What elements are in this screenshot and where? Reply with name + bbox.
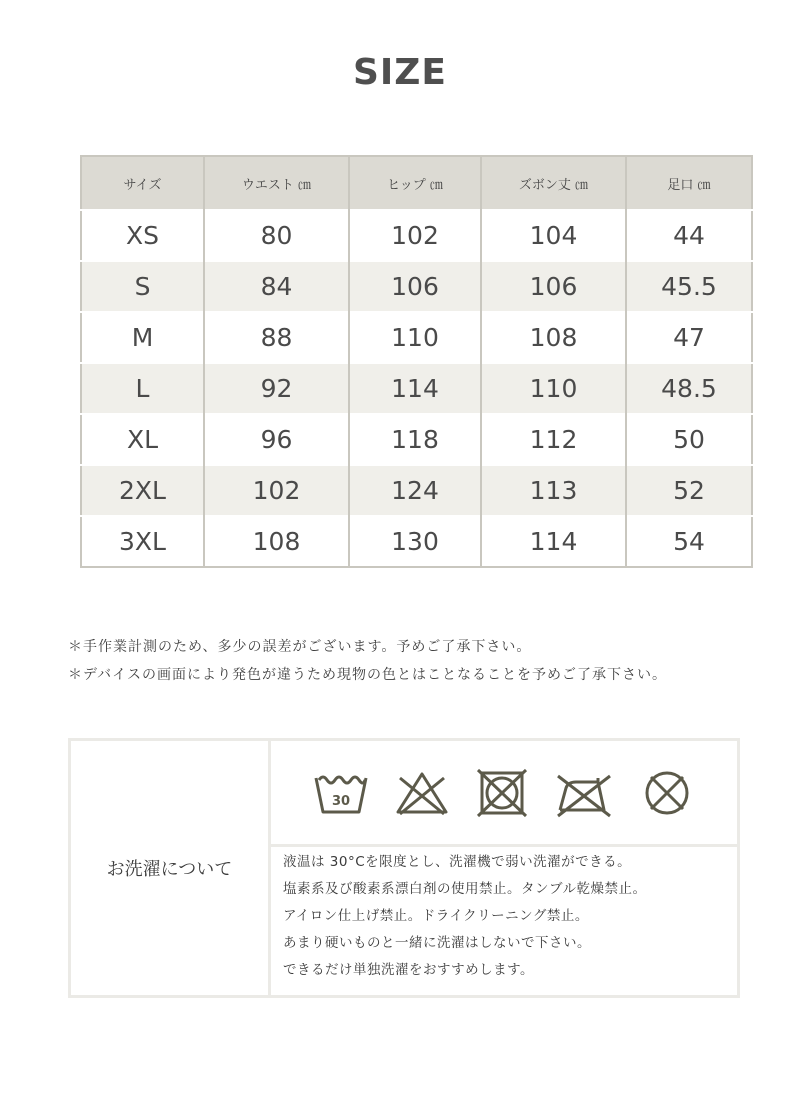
table-row (81, 363, 752, 414)
table-row (81, 261, 752, 312)
header-waist: ウエスト ㎝ (204, 156, 349, 210)
table-cell: 50 (626, 414, 752, 465)
table-cell: 52 (626, 465, 752, 516)
table-cell: 88 (204, 312, 349, 363)
table-cell: 3XL (81, 516, 204, 567)
table-cell: 54 (626, 516, 752, 567)
table-cell: 80 (204, 210, 349, 261)
table-cell: 48.5 (626, 363, 752, 414)
care-panel (68, 738, 740, 998)
header-size: サイズ (81, 156, 204, 210)
care-line: できるだけ単独洗濯をおすすめします。 (283, 962, 535, 978)
table-row (81, 312, 752, 363)
header-hip: ヒップ ㎝ (349, 156, 481, 210)
table-cell: 45.5 (626, 261, 752, 312)
table-cell: 102 (204, 465, 349, 516)
table-cell: 106 (349, 261, 481, 312)
note-color: ＊デバイスの画面により発色が違うため現物の色とはことなることを予めご了承下さい。 (68, 667, 668, 683)
note-measurement: ＊手作業計測のため、多少の誤差がございます。予めご了承下さい。 (68, 639, 532, 655)
care-line: あまり硬いものと一緒に洗濯はしないで下さい。 (283, 935, 591, 951)
size-table (80, 155, 753, 568)
table-row (81, 465, 752, 516)
no-tumble-dry-icon (474, 768, 530, 818)
table-row (81, 414, 752, 465)
table-cell: 113 (481, 465, 626, 516)
table-cell: 108 (481, 312, 626, 363)
table-cell: M (81, 312, 204, 363)
page-title: SIZE (352, 52, 448, 93)
table-row (81, 210, 752, 261)
table-cell: 130 (349, 516, 481, 567)
header-hem: 足口 ㎝ (626, 156, 752, 210)
table-cell: 106 (481, 261, 626, 312)
care-instructions (283, 849, 729, 984)
table-cell: 124 (349, 465, 481, 516)
table-cell: 102 (349, 210, 481, 261)
table-cell: XS (81, 210, 204, 261)
wash-temp-label: 30 (332, 793, 351, 809)
table-cell: 112 (481, 414, 626, 465)
table-cell: 118 (349, 414, 481, 465)
table-cell: 104 (481, 210, 626, 261)
no-iron-icon (554, 768, 614, 818)
table-cell: XL (81, 414, 204, 465)
table-cell: 84 (204, 261, 349, 312)
table-cell: 114 (349, 363, 481, 414)
care-icons (271, 741, 737, 847)
table-cell: 110 (349, 312, 481, 363)
care-label: お洗濯について (71, 741, 271, 995)
table-cell: 96 (204, 414, 349, 465)
table-row (81, 516, 752, 567)
table-cell: 108 (204, 516, 349, 567)
table-cell: S (81, 261, 204, 312)
no-bleach-icon (394, 768, 450, 818)
table-cell: 2XL (81, 465, 204, 516)
care-line: アイロン仕上げ禁止。ドライクリーニング禁止。 (283, 908, 589, 924)
table-cell: 92 (204, 363, 349, 414)
table-cell: 110 (481, 363, 626, 414)
table-cell: 114 (481, 516, 626, 567)
table-cell: 47 (626, 312, 752, 363)
header-length: ズボン丈 ㎝ (481, 156, 626, 210)
wash-30-icon (313, 768, 369, 818)
no-dry-clean-icon (639, 768, 695, 818)
care-line: 塩素系及び酸素系漂白剤の使用禁止。タンブル乾燥禁止。 (283, 881, 647, 897)
table-cell: 44 (626, 210, 752, 261)
table-header-row (81, 156, 752, 210)
care-line: 液温は 30°Cを限度とし、洗濯機で弱い洗濯ができる。 (283, 854, 632, 870)
table-cell: L (81, 363, 204, 414)
